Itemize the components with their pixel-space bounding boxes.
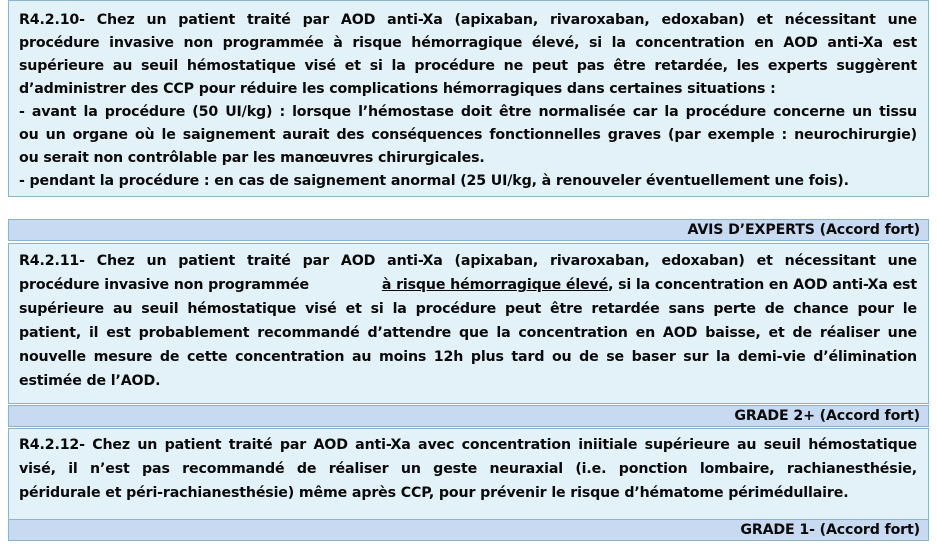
recommendation-text-line: visé, il n’est pas recommandé de réaliser un geste neuraxial (i.e. ponction lombaire, rachianesthésie,: [19, 461, 917, 477]
recommendation-text-line: supérieure au seuil hémostatique visé et si la procédure peut être retardée sans perte de chance pour le: [19, 301, 917, 317]
recommendation-text-line: estimée de l’AOD.: [19, 373, 161, 389]
risk-level-emphasis: à risque hémorragique élevé: [381, 277, 609, 293]
recommendation-text-line: ou serait non contrôlable par les manœuvres chirurgicales.: [19, 150, 485, 166]
grade-badge: GRADE 2+ (Accord fort): [8, 405, 929, 427]
recommendation-text-segment: , si la concentration en AOD anti-Xa est: [608, 277, 917, 293]
recommendation-text-line: supérieure au seuil hémostatique visé et si la procédure ne peut pas être retardée, les experts suggèrent: [19, 58, 917, 74]
recommendation-text-line: d’administrer des CCP pour réduire les complications hémorragiques dans certaines situations :: [19, 81, 776, 97]
recommendation-text-line: ou un organe où le saignement aurait des conséquences fonctionnelles graves (par exemple : neurochirurgie): [19, 127, 917, 143]
recommendation-text-line: [19, 274, 917, 296]
recommendation-text-segment: procédure invasive non programmée: [19, 277, 310, 293]
recommendation-r4-2-10: [8, 0, 929, 197]
recommendation-text-line: nouvelle mesure de cette concentration au moins 12h plus tard ou de se baser sur la demi-vie d’élimination: [19, 349, 917, 365]
recommendation-text-line: patient, il est probablement recommandé d’attendre que la concentration en AOD baisse, et de réaliser une: [19, 325, 917, 341]
recommendation-text-line: - avant la procédure (50 UI/kg) : lorsque l’hémostase doit être normalisée car la procédure concerne un tissu: [19, 104, 917, 120]
recommendation-r4-2-11: [8, 243, 929, 404]
recommendation-text-line: péridurale et péri-rachianesthésie) même après CCP, pour prévenir le risque d’hématome périmédullaire.: [19, 485, 849, 501]
recommendation-text-line: R4.2.10- Chez un patient traité par AOD anti-Xa (apixaban, rivaroxaban, edoxaban) et nécessitant une: [19, 12, 917, 28]
recommendation-text-line: - pendant la procédure : en cas de saignement anormal (25 UI/kg, à renouveler éventuellement une fois).: [19, 173, 849, 189]
grade-badge: GRADE 1- (Accord fort): [8, 519, 929, 541]
recommendation-text-line: R4.2.11- Chez un patient traité par AOD anti-Xa (apixaban, rivaroxaban, edoxaban) et nécessitant une: [19, 253, 917, 269]
recommendation-text-line: R4.2.12- Chez un patient traité par AOD anti-Xa avec concentration iniitiale supérieure au seuil hémostatique: [19, 437, 917, 453]
grade-badge: AVIS D’EXPERTS (Accord fort): [8, 219, 929, 241]
recommendation-text-segment: [382, 274, 917, 296]
recommendation-r4-2-12: [8, 428, 929, 522]
recommendation-text-line: procédure invasive non programmée à risque hémorragique élevé, si la concentration en AOD anti-Xa est: [19, 35, 917, 51]
